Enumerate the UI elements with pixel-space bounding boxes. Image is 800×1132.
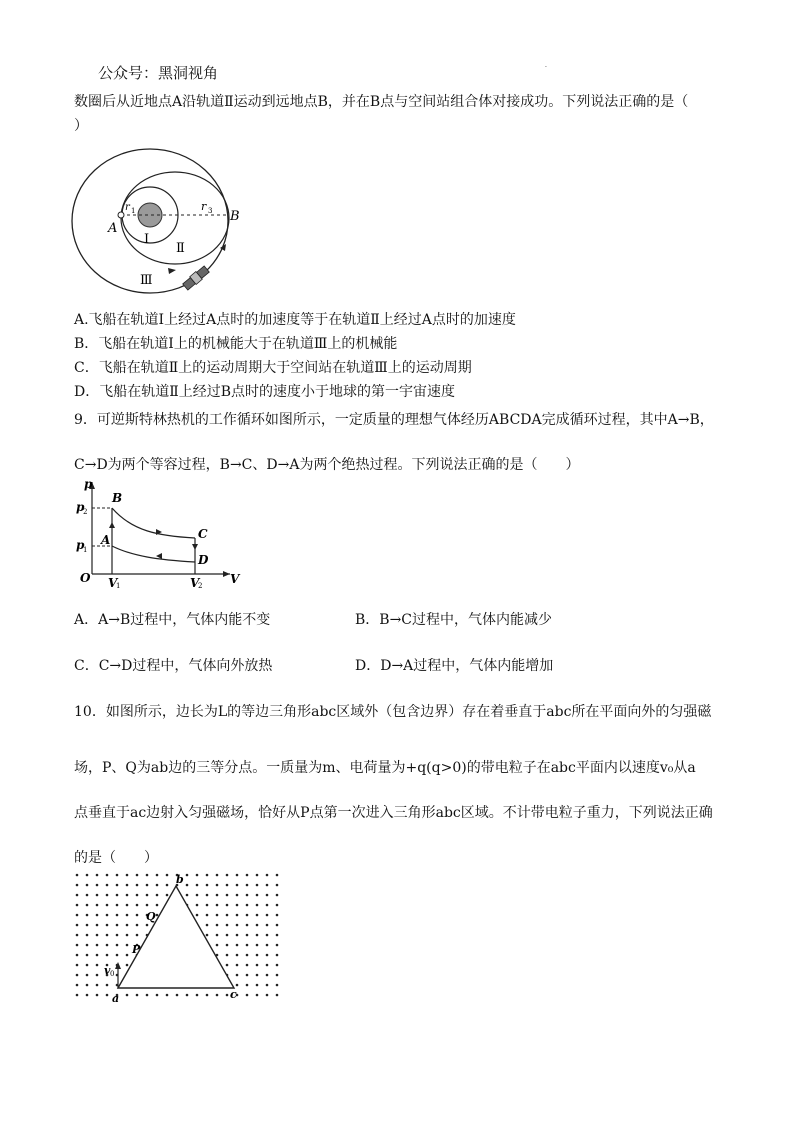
q10-stem-line1: 10．如图所示，边长为L的等边三角形abc区域外（包含边界）存在着垂直于abc所在平面向外的匀强磁 xyxy=(74,704,712,720)
label-p: P xyxy=(132,943,141,956)
label-c: C xyxy=(198,527,208,541)
label-b: B xyxy=(112,491,123,505)
q8-option-c: C．飞船在轨道Ⅱ上的运动周期大于空间站在轨道Ⅲ上的运动周期 xyxy=(74,360,472,376)
q10-stem-line2: 场，P、Q为ab边的三等分点。一质量为m、电荷量为+q(q>0)的带电粒子在abc平面内以速度v₀从a xyxy=(74,760,696,776)
q8-option-b: B．飞船在轨道Ⅰ上的机械能大于在轨道Ⅲ上的机械能 xyxy=(74,336,398,352)
label-b: B xyxy=(230,209,240,224)
q8-orbit-figure xyxy=(70,140,260,300)
label-v2: V xyxy=(190,576,200,588)
label-o: O xyxy=(80,571,91,585)
label-a: A xyxy=(108,221,118,236)
q9-option-c: C．C→D过程中，气体向外放热 xyxy=(74,658,273,674)
label-r1-sub: 1 xyxy=(131,207,136,215)
q8-option-a: A.飞船在轨道Ⅰ上经过A点时的加速度等于在轨道Ⅱ上经过A点时的加速度 xyxy=(74,312,516,328)
orbit-3-arrow xyxy=(168,268,176,274)
label-v0: v xyxy=(104,964,111,977)
curve-da xyxy=(112,546,195,562)
q8-option-d: D．飞船在轨道Ⅱ上经过B点时的速度小于地球的第一宇宙速度 xyxy=(74,384,456,400)
label-r3: r xyxy=(201,200,207,213)
label-p2: p xyxy=(76,500,85,514)
label-orbit2: Ⅱ xyxy=(176,241,185,256)
curve-bc xyxy=(112,508,195,538)
q9-option-a: A．A→B过程中，气体内能不变 xyxy=(74,612,271,628)
label-c: c xyxy=(230,988,237,1001)
q9-option-d: D．D→A过程中，气体内能增加 xyxy=(355,658,554,674)
header-dot: . xyxy=(545,62,547,69)
watermark-header: 公众号：黑洞视角 xyxy=(98,64,219,82)
label-b: b xyxy=(176,873,184,886)
q9-pv-diagram xyxy=(70,476,250,588)
label-orbit1: Ⅰ xyxy=(144,232,150,247)
label-v0-sub: 0 xyxy=(110,970,115,978)
q8-stem-line2: ） xyxy=(74,118,88,134)
q8-stem-line1: 数圈后从近地点A沿轨道Ⅱ运动到远地点B，并在B点与空间站组合体对接成功。下列说法正确的是（ xyxy=(74,94,689,110)
label-p1: p xyxy=(76,538,85,552)
label-d: D xyxy=(198,553,209,567)
label-v1: V xyxy=(108,576,118,588)
q10-stem-line4: 的是（ ） xyxy=(74,850,158,866)
label-v2-sub: 2 xyxy=(198,582,203,588)
label-p: p xyxy=(84,477,93,491)
q9-stem-line2: C→D为两个等容过程，B→C、D→A为两个绝热过程。下列说法正确的是（ ） xyxy=(74,457,580,473)
label-a: a xyxy=(112,992,120,1004)
space-station-icon xyxy=(182,265,210,291)
point-a-marker xyxy=(118,212,124,218)
q10-triangle-figure xyxy=(72,870,288,1004)
label-p2-sub: 2 xyxy=(83,508,88,516)
orbit-2-arrow xyxy=(220,244,226,251)
label-v: V xyxy=(230,572,240,586)
q9-stem-line1: 9．可逆斯特林热机的工作循环如图所示，一定质量的理想气体经历ABCDA完成循环过程，其中A→B， xyxy=(74,412,714,428)
q9-option-b: B．B→C过程中，气体内能减少 xyxy=(355,612,553,628)
label-p1-sub: 1 xyxy=(83,546,88,554)
q10-stem-line3: 点垂直于ac边射入匀强磁场，恰好从P点第一次进入三角形abc区域。不计带电粒子重力，下列说法正确 xyxy=(74,805,713,821)
label-q: Q xyxy=(146,910,156,923)
orbit-2-ellipse xyxy=(121,172,229,264)
label-v1-sub: 1 xyxy=(116,582,121,588)
label-orbit3: Ⅲ xyxy=(140,273,153,288)
label-r3-sub: 3 xyxy=(208,207,213,215)
label-a: A xyxy=(101,533,111,547)
label-r1: r xyxy=(125,202,130,213)
